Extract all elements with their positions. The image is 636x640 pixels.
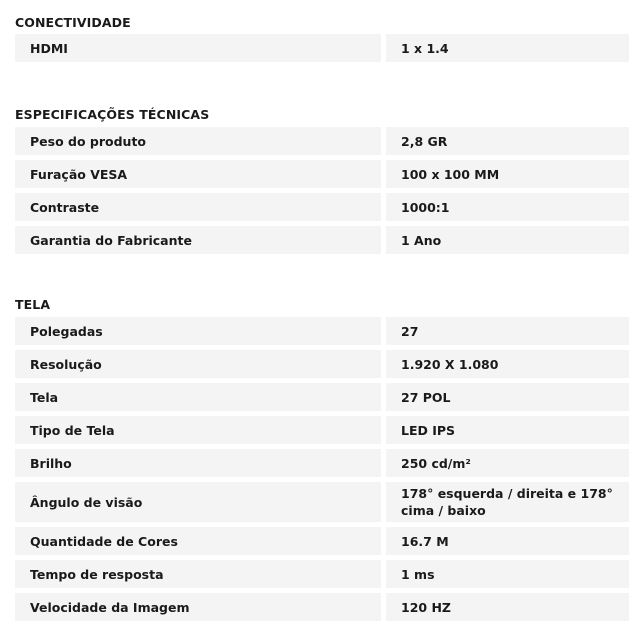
spec-label: Contraste [15, 193, 381, 221]
spec-row-quantidade-de-cores [15, 527, 629, 555]
spec-label: Velocidade da Imagem [15, 593, 381, 621]
section-title: ESPECIFICAÇÕES TÉCNICAS [15, 107, 210, 122]
section-tela [15, 297, 629, 621]
spec-value: 100 x 100 MM [386, 160, 629, 188]
spec-row-angulo-de-visao [15, 482, 629, 522]
spec-row-hdmi [15, 34, 629, 62]
spec-label: Furação VESA [15, 160, 381, 188]
spec-label: Quantidade de Cores [15, 527, 381, 555]
spec-value: 1000:1 [386, 193, 629, 221]
spec-row-resolucao [15, 350, 629, 378]
spec-row-furacao-vesa [15, 160, 629, 188]
spec-row-tempo-de-resposta [15, 560, 629, 588]
spec-row-tipo-de-tela [15, 416, 629, 444]
spec-label: Ângulo de visão [15, 482, 381, 522]
section-especificacoes-tecnicas [15, 107, 629, 254]
section-conectividade [15, 15, 629, 62]
spec-row-velocidade-da-imagem [15, 593, 629, 621]
spec-label: Polegadas [15, 317, 381, 345]
spec-value: 1 ms [386, 560, 629, 588]
spec-value: 120 HZ [386, 593, 629, 621]
spec-label: Tipo de Tela [15, 416, 381, 444]
spec-row-garantia [15, 226, 629, 254]
spec-row-peso [15, 127, 629, 155]
spec-label: Garantia do Fabricante [15, 226, 381, 254]
spec-value: 1 x 1.4 [386, 34, 629, 62]
spec-value: 2,8 GR [386, 127, 629, 155]
section-title: CONECTIVIDADE [15, 15, 131, 30]
section-title: TELA [15, 297, 51, 312]
spec-value: LED IPS [386, 416, 629, 444]
spec-label: Tela [15, 383, 381, 411]
spec-row-polegadas [15, 317, 629, 345]
spec-label: Tempo de resposta [15, 560, 381, 588]
spec-row-contraste [15, 193, 629, 221]
spec-value: 27 [386, 317, 629, 345]
spec-label: Brilho [15, 449, 381, 477]
spec-label: Peso do produto [15, 127, 381, 155]
spec-row-tela [15, 383, 629, 411]
spec-table [15, 127, 629, 254]
spec-value: 16.7 M [386, 527, 629, 555]
spec-value: 178° esquerda / direita e 178° cima / baixo [386, 482, 629, 522]
spec-value: 250 cd/m² [386, 449, 629, 477]
spec-value: 1 Ano [386, 226, 629, 254]
spec-label: HDMI [15, 34, 381, 62]
spec-value: 1.920 X 1.080 [386, 350, 629, 378]
spec-row-brilho [15, 449, 629, 477]
spec-table [15, 34, 629, 62]
spec-value: 27 POL [386, 383, 629, 411]
spec-label: Resolução [15, 350, 381, 378]
spec-table [15, 317, 629, 621]
